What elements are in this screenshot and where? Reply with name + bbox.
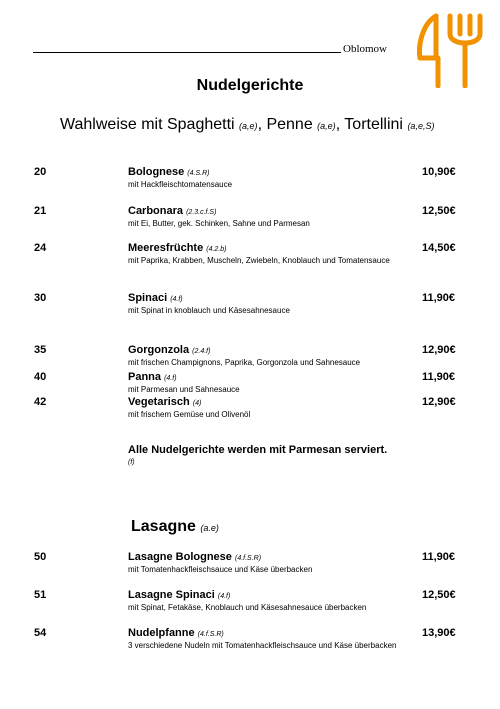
- item-number: 30: [34, 292, 47, 304]
- subtitle-tortellini: Tortellini: [344, 116, 403, 133]
- section-title-lasagne: Lasagne (a.e): [131, 518, 219, 535]
- item-number: 35: [34, 344, 47, 356]
- lasagne-code: (a.e): [200, 523, 219, 533]
- item-name: Nudelpfanne (4.f.S.R): [128, 627, 224, 639]
- allergen-code: (4.f.S.R): [234, 555, 262, 562]
- item-number: 50: [34, 551, 47, 563]
- item-name: Carbonara (2.3.c.f.S): [128, 205, 217, 217]
- item-price: 12,90€: [422, 344, 456, 356]
- item-description: 3 verschiedene Nudeln mit Tomatenhackfleischsauce und Käse überbacken: [128, 641, 397, 650]
- subtitle: Wahlweise mit Spaghetti (a,e), Penne (a,e), Tortellini (a,e,S): [60, 116, 435, 133]
- item-name: Gorgonzola (2.4.f): [128, 344, 211, 356]
- item-number: 40: [34, 371, 47, 383]
- item-description: mit frischen Champignons, Paprika, Gorgonzola und Sahnesauce: [128, 358, 361, 367]
- penne-code: (a,e): [317, 121, 336, 131]
- item-description: mit frischem Gemüse und Olivenöl: [128, 410, 251, 419]
- page-title: Nudelgerichte: [196, 77, 304, 94]
- item-number: 20: [34, 166, 47, 178]
- allergen-code: (2.4.f): [192, 348, 211, 355]
- item-number: 54: [34, 627, 47, 639]
- item-name: Spinaci (4.f): [128, 292, 183, 304]
- note-allergen-code: (f): [128, 459, 135, 466]
- item-name: Lasagne Spinaci (4.f): [128, 589, 231, 601]
- spaghetti-code: (a,e): [239, 121, 258, 131]
- item-price: 13,90€: [422, 627, 456, 639]
- item-description: mit Hackfleischtomatensauce: [128, 180, 233, 189]
- item-price: 12,90€: [422, 396, 456, 408]
- item-number: 42: [34, 396, 47, 408]
- item-price: 11,90€: [422, 371, 456, 383]
- item-price: 11,90€: [422, 292, 456, 304]
- allergen-code: (4.S.R): [187, 170, 210, 177]
- item-number: 51: [34, 589, 47, 601]
- subtitle-prefix: Wahlweise mit Spaghetti: [60, 116, 235, 133]
- allergen-code: (4.2.b): [206, 246, 227, 253]
- item-name: Vegetarisch (4): [128, 396, 202, 408]
- item-description: mit Paprika, Krabben, Muscheln, Zwiebeln, Knoblauch und Tomatensauce: [128, 256, 390, 265]
- allergen-code: (4.f): [217, 593, 231, 600]
- item-name: Lasagne Bolognese (4.f.S.R): [128, 551, 262, 563]
- item-price: 12,50€: [422, 205, 456, 217]
- parmesan-note: Alle Nudelgerichte werden mit Parmesan serviert.: [128, 444, 388, 456]
- item-description: mit Ei, Butter, gek. Schinken, Sahne und Parmesan: [128, 219, 310, 228]
- item-description: mit Parmesan und Sahnesauce: [128, 385, 240, 394]
- item-number: 21: [34, 205, 47, 217]
- restaurant-name: Oblomow: [343, 43, 387, 55]
- subtitle-penne: Penne: [266, 116, 313, 133]
- item-price: 10,90€: [422, 166, 456, 178]
- item-number: 24: [34, 242, 47, 254]
- allergen-code: (4.f.S.R): [197, 631, 224, 638]
- allergen-code: (4): [192, 400, 202, 407]
- tortellini-code: (a,e,S): [407, 121, 435, 131]
- item-price: 14,50€: [422, 242, 456, 254]
- allergen-code: (2.3.c.f.S): [186, 209, 217, 216]
- item-description: mit Spinat, Fetakäse, Knoblauch und Käsesahnesauce überbacken: [128, 603, 367, 612]
- header-rule: [33, 52, 341, 53]
- allergen-code: (4.f): [164, 375, 177, 382]
- item-name: Meeresfrüchte (4.2.b): [128, 242, 227, 254]
- item-price: 12,50€: [422, 589, 456, 601]
- item-name: Panna (4.f): [128, 371, 177, 383]
- item-price: 11,90€: [422, 551, 456, 563]
- item-name: Bolognese (4.S.R): [128, 166, 210, 178]
- item-description: mit Tomatenhackfleischsauce und Käse überbacken: [128, 565, 313, 574]
- allergen-code: (4.f): [170, 296, 183, 303]
- item-description: mit Spinat in knoblauch und Käsesahnesauce: [128, 306, 290, 315]
